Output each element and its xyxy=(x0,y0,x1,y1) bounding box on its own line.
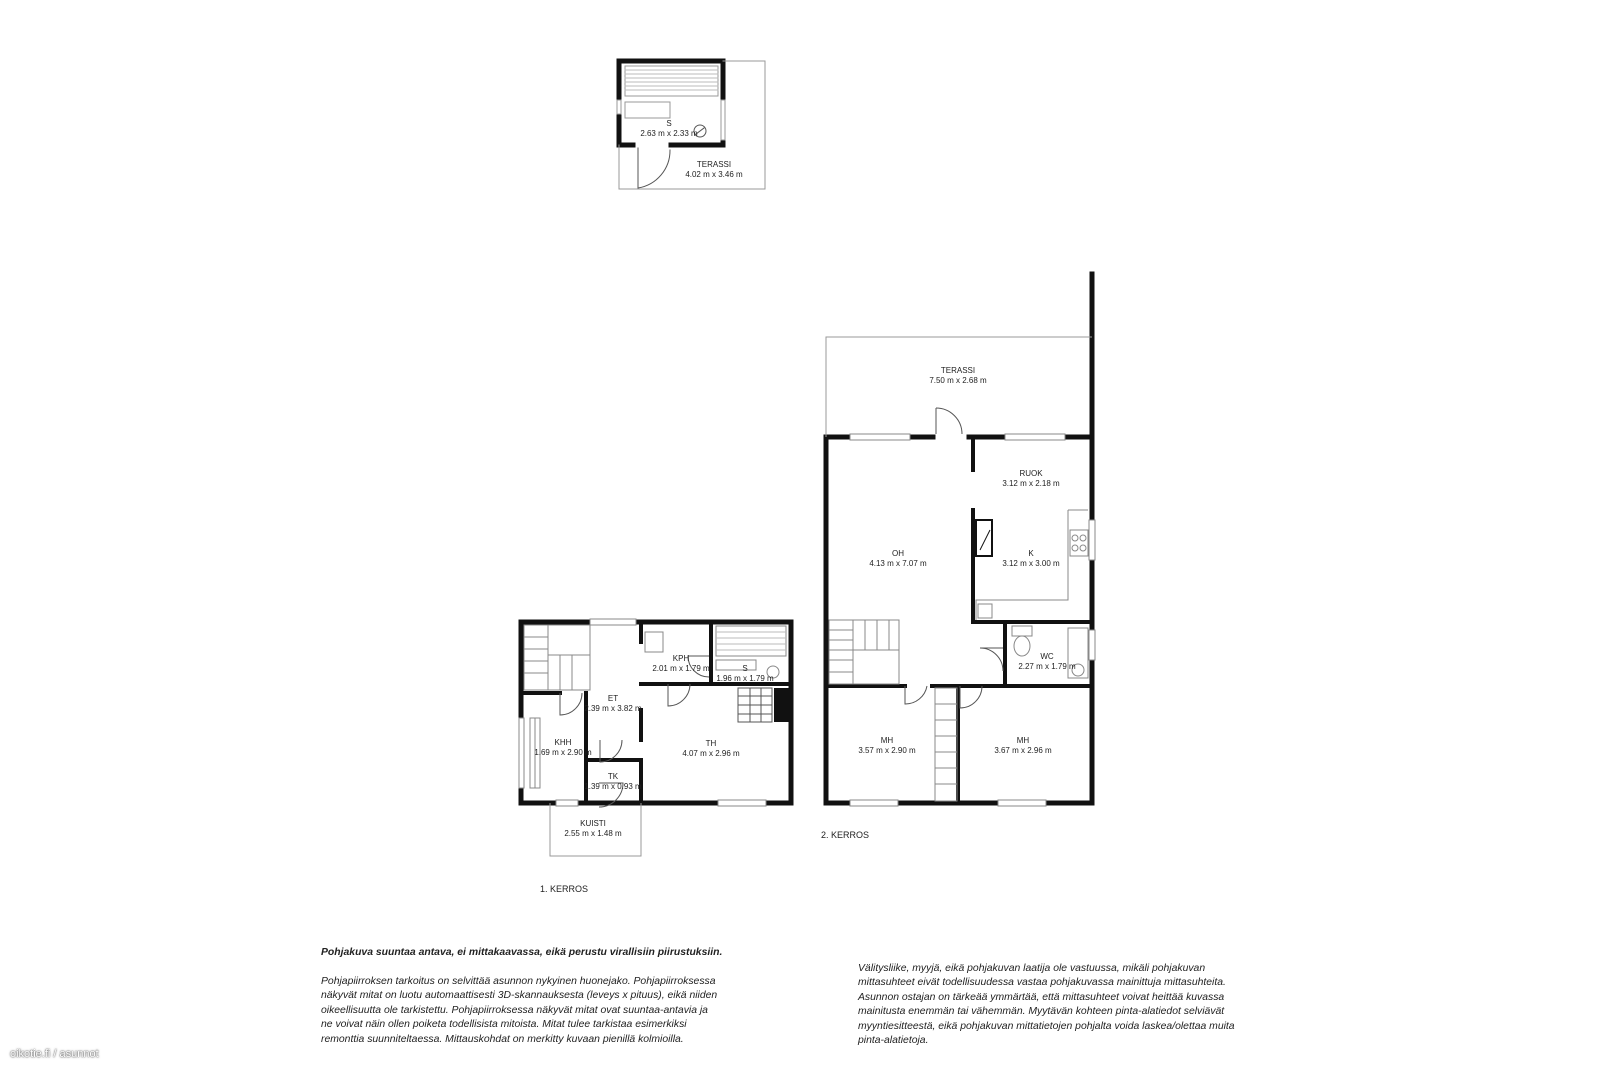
floor-2-door-icons xyxy=(905,648,1003,708)
floor-2-terrace-door-icon xyxy=(936,408,966,440)
floor-1-stairs xyxy=(524,625,590,690)
room-dims-kuisti: 2.55 m x 1.48 m xyxy=(564,829,622,838)
disclaimer-left-line: oikeellisuutta ole tarkistettu. Pohjapiirroksessa näkyvät mitat ovat suuntaa-antavia ja xyxy=(321,1004,708,1016)
floor-2-stairs xyxy=(829,620,899,684)
room-dims-terassi-top: 4.02 m x 3.46 m xyxy=(685,170,743,179)
room-dims-s1: 1.96 m x 1.79 m xyxy=(716,674,774,683)
room-name-oh: OH xyxy=(892,549,904,558)
floor-2-fireplace-icon xyxy=(976,520,992,556)
room-name-sauna-top: S xyxy=(666,119,672,128)
room-name-wc: WC xyxy=(1040,652,1054,661)
room-dims-et: 2.39 m x 3.82 m xyxy=(584,704,642,713)
room-dims-terassi-2: 7.50 m x 2.68 m xyxy=(929,376,987,385)
disclaimer-right-line: Asunnon ostajan on tärkeää ymmärtää, että mittasuhteet voivat heittää kuvassa xyxy=(858,991,1225,1003)
disclaimer-left-line: remonttia suunniteltaessa. Mittauskohdat on merkitty kuvaan pienillä kolmioilla. xyxy=(321,1033,684,1045)
room-name-ruok: RUOK xyxy=(1019,469,1043,478)
room-name-s1: S xyxy=(742,664,748,673)
disclaimer-left-line: Pohjapiirroksen tarkoitus on selvittää asunnon nykyinen huonejako. Pohjapiirroksessa xyxy=(321,976,716,987)
room-name-kuisti: KUISTI xyxy=(580,819,606,828)
disclaimer-right-line: myyntiesitteestä, eikä pohjakuvan mittatietojen pohjalta voida laskea/olettaa muita xyxy=(858,1020,1235,1032)
disclaimer-left-line: ne voivat näin ollen poiketa todellisista mitoista. Mitat tulee tarkistaa esimerkiksi xyxy=(321,1019,687,1031)
room-dims-oh: 4.13 m x 7.07 m xyxy=(869,559,927,568)
floor-label-1: 1. KERROS xyxy=(539,884,589,894)
disclaimer-right-line: mainitusta enemmän tai vähemmän. Myytävän kohteen pinta-alatiedot selviävät xyxy=(858,1006,1225,1018)
sauna-building xyxy=(617,40,765,189)
room-dims-wc: 2.27 m x 1.79 m xyxy=(1018,662,1076,671)
room-name-th: TH xyxy=(705,739,717,748)
disclaimer-heading: Pohjakuva suuntaa antava, ei mittakaavassa, eikä perustu virallisiin piirustuksiin. xyxy=(321,947,723,958)
room-name-khh: KHH xyxy=(554,738,572,747)
disclaimer-right xyxy=(858,962,1235,1048)
room-name-kph: KPH xyxy=(672,654,690,663)
watermark-logo: oikotie.fi / asunnot xyxy=(10,1048,99,1060)
room-dims-sauna-top: 2.63 m x 2.33 m xyxy=(640,129,698,138)
floor-2-stair-strip xyxy=(935,688,957,801)
room-name-mh2: MH xyxy=(1016,736,1030,745)
room-name-tk: TK xyxy=(607,772,619,781)
room-dims-th: 4.07 m x 2.96 m xyxy=(682,749,740,758)
floor-2-walls xyxy=(826,274,1092,803)
floor-1-chimney xyxy=(774,688,790,722)
sauna-door-icon xyxy=(636,143,670,188)
room-dims-khh: 1.69 m x 2.90 m xyxy=(534,748,592,757)
room-dims-ruok: 3.12 m x 2.18 m xyxy=(1002,479,1060,488)
disclaimer-right-line: mittasuhteet eivät todellisuudessa vastaa pohjakuvassa mainittuja mittasuhteita. xyxy=(858,977,1226,989)
disclaimer-left xyxy=(321,975,717,1047)
room-dims-mh1: 3.57 m x 2.90 m xyxy=(858,746,916,755)
room-name-et: ET xyxy=(607,694,619,703)
room-dims-mh2: 3.67 m x 2.96 m xyxy=(994,746,1052,755)
room-dims-kph: 2.01 m x 1.79 m xyxy=(652,664,710,673)
room-name-terassi-top: TERASSI xyxy=(696,160,732,169)
room-name-k: K xyxy=(1028,549,1034,558)
disclaimer-right-line: pinta-alatietoja. xyxy=(858,1035,929,1047)
disclaimer-right-line: Välitysliike, myyjä, eikä pohjakuvan laatija ole vastuussa, mikäli pohjakuvan xyxy=(858,963,1206,974)
room-dims-tk: 1.39 m x 0.93 m xyxy=(584,782,642,791)
disclaimer-left-line: näkyvät mitat on luotu automaattisesti 3D-skannauksesta (leveys x pituus), eikä niiden xyxy=(321,990,718,1002)
room-dims-k: 3.12 m x 3.00 m xyxy=(1002,559,1060,568)
room-name-mh1: MH xyxy=(880,736,894,745)
room-name-terassi-2: TERASSI xyxy=(940,366,976,375)
sauna-bench xyxy=(625,66,718,118)
floor-label-2: 2. KERROS xyxy=(820,830,870,840)
floor-1-stove-icon xyxy=(738,688,772,722)
